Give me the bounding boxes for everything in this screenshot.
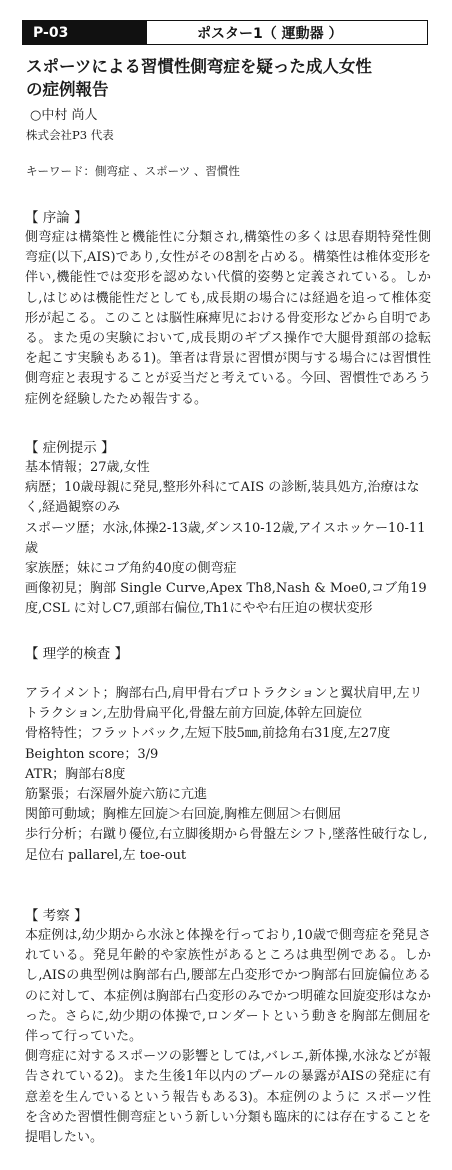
exam-heading: 【 理学的検査 】 (25, 646, 129, 662)
title-line-2: の症例報告 (26, 80, 109, 99)
discussion-paragraph-2: 側弯症に対するスポーツの影響としては,バレエ,新体操,水泳などが報告されている2)。また生後1年以内のプールの暴露がAISの発症に有意差を生んでいるという報告もある3)。本症例のように スポーツ性を含めた習慣性側弯症という新しい分類も臨床的には存在することを提唱したい。 (25, 1049, 431, 1146)
author: ○中村 尚人 (30, 108, 98, 123)
case-imaging: 画像初見；胸部 Single Curve,Apex Th8,Nash & Moe0,コブ角19度,CSL に対しC7,頭部右偏位,Th1にやや右圧迫の楔状変形 (25, 581, 427, 617)
case-heading: 【 症例提示 】 (25, 440, 115, 456)
exam-atr: ATR；胸部右8度 (25, 766, 126, 782)
intro-section (25, 208, 431, 410)
intro-text: 側弯症は構築性と機能性に分類され,構築性の多くは思春期特発性側弯症(以下,AIS)であり,女性がその8割を占める。構築性は椎体変形を伴い,機能性では変形を認めない代償的姿勢と定義されている。しかし,はじめは機能性だとしても,成長期の場合には経過を追って椎体変形が起こる。このことは脳性麻痺児における骨変形などから自明である。また兎の実験において,成長期のギプス操作で大腿骨頚部の捻転を起こす実験もある1)。筆者は背景に習慣が関与する場合には習慣性側弯症と表現することが妥当だと考えている。今回、習慣性であろう症例を経験したため報告する。 (25, 230, 431, 407)
exam-muscle-tone: 筋緊張；右深層外旋六筋に亢進 (25, 787, 208, 803)
discussion-heading: 【 考察 】 (25, 908, 88, 924)
exam-section (25, 644, 431, 866)
case-family-history: 家族歴；妹にコブ角約40度の側弯症 (25, 561, 237, 577)
discussion-section (25, 906, 431, 1148)
affiliation: 株式会社P3 代表 (26, 128, 114, 142)
exam-skeletal: 骨格特性；フラットバック,左短下肢5㎜,前捻角右31度,左27度 (25, 726, 391, 742)
case-history: 病歴；10歳母親に発見,整形外科にてAIS の診断,装具処方,治療はなく,経過観察のみ (25, 480, 420, 516)
case-section (25, 438, 431, 620)
exam-gait: 歩行分析；右蹴り優位,右立脚後期から骨盤左シフト,墜落性破行なし,足位右 pallarel,左 toe-out (25, 827, 428, 863)
intro-heading: 【 序論 】 (25, 210, 88, 226)
case-basic-info: 基本情報；27歳,女性 (25, 460, 150, 475)
exam-rom: 関節可動域；胸椎左回旋＞右回旋,胸椎左側屈＞右側屈 (25, 807, 342, 823)
keywords: キーワード：側弯症 、スポーツ 、習慣性 (26, 164, 240, 178)
poster-code: P-03 (23, 21, 147, 44)
exam-beighton: Beighton score；3/9 (25, 746, 159, 762)
poster-category: ポスター1（ 運動器 ） (147, 21, 427, 44)
title-line-1: スポーツによる習慣性側弯症を疑った成人女性 (26, 57, 372, 76)
exam-alignment: アライメント；胸部右凸,肩甲骨右プロトラクションと翼状肩甲,左リトラクション,左肋骨扁平化,骨盤左前方回旋,体幹左回旋位 (25, 686, 423, 722)
case-sports-history: スポーツ歴；水泳,体操2-13歳,ダンス10-12歳,アイスホッケー10-11歳 (25, 520, 426, 556)
paper-title (26, 55, 426, 101)
poster-header (22, 20, 428, 45)
discussion-paragraph-1: 本症例は,幼少期から水泳と体操を行っており,10歳で側弯症を発見されている。発見年齢的や家族性があるところは典型例である。しかし,AISの典型例は胸部右凸,腰部左凸変形でかつ胸部右回旋偏位あるのに対して、本症例は胸部右凸変形のみでかつ明確な回旋変形はなかった。さらに,幼少期の体操で,ロンダートという動きを胸部左側屈を伴って行っていた。 (25, 928, 431, 1045)
